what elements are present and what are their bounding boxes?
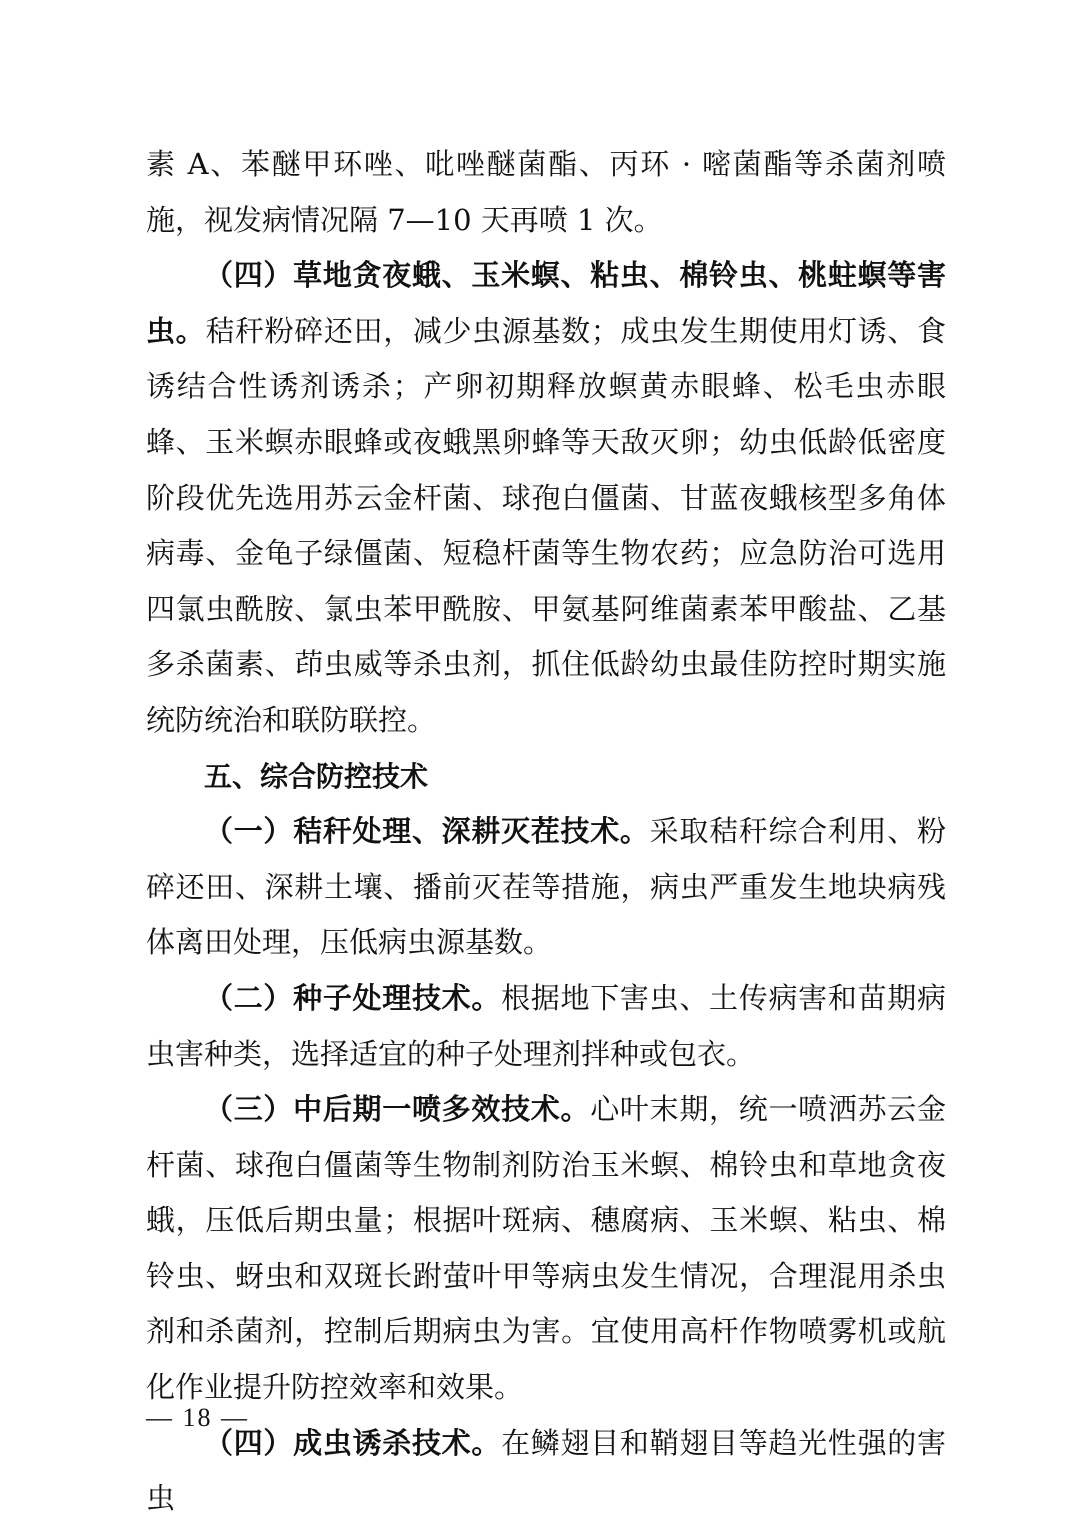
paragraph-seed-treatment <box>146 971 946 1082</box>
paragraph-lead: （四）成虫诱杀技术。 <box>204 1425 502 1460</box>
paragraph-text: 根据地下害虫、土传病害和苗期病虫害种类，选择适宜的种子处理剂拌种或包衣。 <box>146 980 946 1071</box>
paragraph-text: 采取秸秆综合利用、粉碎还田、深耕土壤、播前灭茬等措施，病虫严重发生地块病残体离田处理，压低病虫源基数。 <box>146 814 946 960</box>
paragraph-text: 在鳞翅目和鞘翅目等趋光性强的害虫 <box>146 1425 946 1516</box>
paragraph-straw-tillage <box>146 804 946 971</box>
paragraph-lead: （二）种子处理技术。 <box>204 980 502 1015</box>
page-number: — 18 — <box>146 1403 249 1432</box>
paragraph-text: 秸秆粉碎还田，减少虫源基数；成虫发生期使用灯诱、食诱结合性诱剂诱杀；产卵初期释放螟黄赤眼蜂、松毛虫赤眼蜂、玉米螟赤眼蜂或夜蛾黑卵蜂等天敌灭卵；幼虫低龄低密度阶段优先选用苏云金杆菌、球孢白僵菌、甘蓝夜蛾核型多角体病毒、金龟子绿僵菌、短稳杆菌等生物农药；应急防治可选用四氯虫酰胺、氯虫苯甲酰胺、甲氨基阿维菌素苯甲酸盐、乙基多杀菌素、茚虫威等杀虫剂，抓住低龄幼虫最佳防控时期实施统防统治和联防联控。 <box>146 313 946 737</box>
paragraph-pests <box>146 248 946 748</box>
paragraph-lead: （四）草地贪夜蛾、玉米螟、粘虫、棉铃虫、桃蛀螟等害虫。 <box>146 258 946 348</box>
body-text <box>146 137 946 1527</box>
section-heading: 五、综合防控技术 <box>204 759 429 793</box>
paragraph-text: 素 A、苯醚甲环唑、吡唑醚菌酯、丙环 · 嘧菌酯等杀菌剂喷施，视发病情况隔 7—10 天再喷 1 次。 <box>146 147 946 237</box>
paragraph-text: 心叶末期，统一喷洒苏云金杆菌、球孢白僵菌等生物制剂防治玉米螟、棉铃虫和草地贪夜蛾，压低后期虫量；根据叶斑病、穗腐病、玉米螟、粘虫、棉铃虫、蚜虫和双斑长跗萤叶甲等病虫发生情况，合理混用杀虫剂和杀菌剂，控制后期病虫为害。宜使用高杆作物喷雾机或航化作业提升防控效率和效果。 <box>146 1092 946 1405</box>
paragraph-lead: （三）中后期一喷多效技术。 <box>204 1092 591 1127</box>
paragraph-one-spray <box>146 1082 946 1416</box>
paragraph-fungicide-continuation <box>146 137 946 248</box>
paragraph-adult-trapping <box>146 1416 946 1527</box>
paragraph-lead: （一）秸秆处理、深耕灭茬技术。 <box>204 814 650 849</box>
